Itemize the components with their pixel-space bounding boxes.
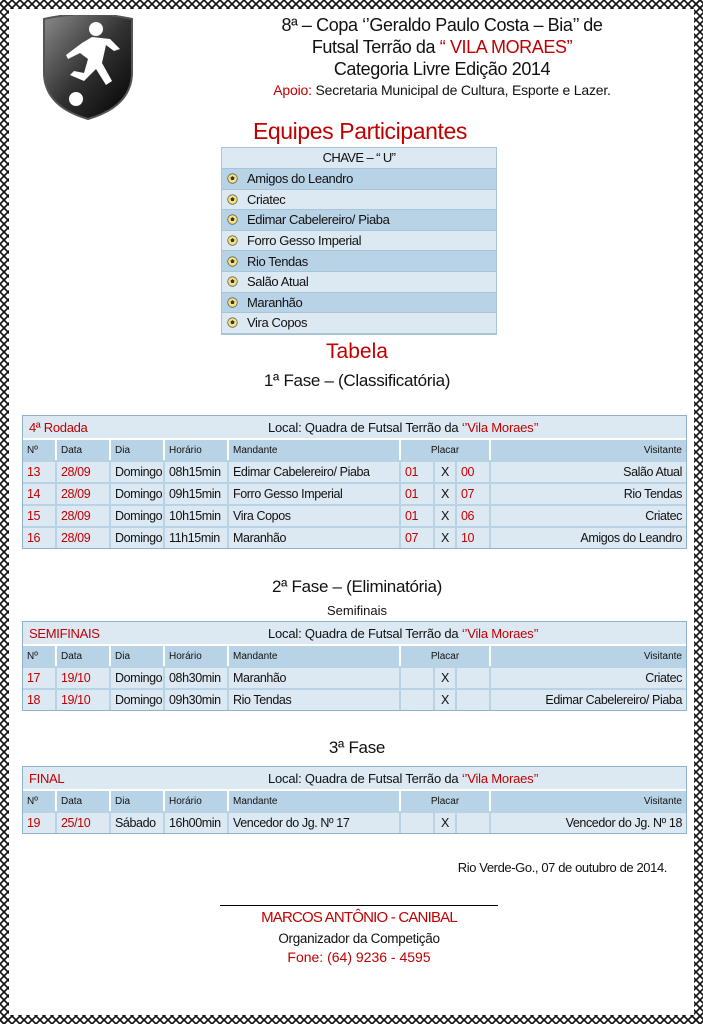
away-score: 07 (457, 484, 491, 504)
home-team: Rio Tendas (229, 690, 401, 710)
away-score: 00 (457, 462, 491, 482)
semifinals-table (22, 621, 687, 711)
away-team: Amigos do Leandro (491, 528, 686, 548)
away-team: Criatec (491, 668, 686, 688)
team-row (222, 293, 496, 313)
match-number: 18 (23, 690, 57, 710)
match-row (23, 506, 686, 526)
col-placar: Placar (401, 440, 491, 460)
match-date: 28/09 (57, 528, 111, 548)
col-placar: Placar (401, 791, 491, 811)
home-score: 01 (401, 484, 435, 504)
soccer-ball-icon (227, 235, 238, 246)
table-title-bar (23, 767, 686, 791)
semifinals-label: Semifinais (327, 603, 387, 618)
match-date: 19/10 (57, 668, 111, 688)
team-name: Amigos do Leandro (247, 171, 353, 187)
title-line-2-text: Futsal Terrão da (311, 37, 440, 57)
col-dia: Dia (111, 791, 165, 811)
organizer-name: MARCOS ANTÔNIO - CANIBAL (261, 909, 457, 926)
col-data: Data (57, 791, 111, 811)
score-separator: X (435, 813, 457, 833)
title-line-3: Categoria Livre Edição 2014 (333, 59, 551, 79)
home-team: Maranhão (229, 528, 401, 548)
final-table (22, 766, 687, 834)
match-date: 19/10 (57, 690, 111, 710)
col-dia: Dia (111, 440, 165, 460)
away-score (457, 668, 491, 688)
home-team: Edimar Cabelereiro/ Piaba (229, 462, 401, 482)
score-separator: X (435, 528, 457, 548)
away-team: Criatec (491, 506, 686, 526)
col-mandante: Mandante (229, 440, 401, 460)
col-horario: Horário (165, 791, 229, 811)
local-text: Local: Quadra de Futsal Terrão da (268, 770, 462, 786)
match-number: 15 (23, 506, 57, 526)
local-label (249, 626, 686, 641)
match-number: 13 (23, 462, 57, 482)
local-place: ‘’Vila Moraes’’ (461, 625, 539, 641)
local-text: Local: Quadra de Futsal Terrão da (268, 625, 462, 641)
match-number: 14 (23, 484, 57, 504)
team-name: Vira Copos (247, 315, 308, 331)
score-separator: X (435, 690, 457, 710)
match-date: 28/09 (57, 484, 111, 504)
local-place: ‘’Vila Moraes’’ (461, 770, 539, 786)
team-row (222, 210, 496, 230)
team-name: Edimar Cabelereiro/ Piaba (247, 212, 390, 228)
col-n: Nº (23, 791, 57, 811)
soccer-ball-icon (227, 276, 238, 287)
away-score (457, 690, 491, 710)
team-name: Forro Gesso Imperial (247, 233, 362, 249)
local-label (249, 420, 686, 435)
teams-table (221, 147, 497, 335)
organizer-phone: Fone: (64) 9236 - 4595 (287, 949, 431, 965)
match-row (23, 813, 686, 833)
away-team: Edimar Cabelereiro/ Piaba (491, 690, 686, 710)
match-day: Domingo (111, 484, 165, 504)
score-separator: X (435, 484, 457, 504)
team-name: Rio Tendas (247, 253, 308, 269)
away-score: 10 (457, 528, 491, 548)
header (200, 14, 684, 100)
round4-table (22, 415, 687, 549)
round-label: 4ª Rodada (29, 419, 88, 435)
home-score (401, 813, 435, 833)
support-text: Secretaria Municipal de Cultura, Esporte e Lazer. (311, 82, 611, 98)
match-row (23, 668, 686, 688)
match-time: 09h30min (165, 690, 229, 710)
match-day: Domingo (111, 462, 165, 482)
home-team: Vencedor do Jg. Nº 17 (229, 813, 401, 833)
col-dia: Dia (111, 646, 165, 666)
col-horario: Horário (165, 440, 229, 460)
local-label (249, 771, 686, 786)
match-time: 11h15min (165, 528, 229, 548)
round-label: FINAL (29, 770, 65, 786)
match-row (23, 484, 686, 504)
match-number: 16 (23, 528, 57, 548)
home-team: Forro Gesso Imperial (229, 484, 401, 504)
col-mandante: Mandante (229, 646, 401, 666)
signature-line (220, 905, 498, 906)
support-label: Apoio: (273, 82, 312, 98)
team-row (222, 272, 496, 292)
away-team: Salão Atual (491, 462, 686, 482)
home-team: Maranhão (229, 668, 401, 688)
title-line-2 (200, 36, 684, 58)
phase2-title: 2ª Fase – (Eliminatória) (271, 577, 443, 596)
city-date: Rio Verde-Go., 07 de outubro de 2014. (457, 860, 667, 875)
local-text: Local: Quadra de Futsal Terrão da (268, 419, 462, 435)
match-row (23, 528, 686, 548)
team-row (222, 169, 496, 189)
column-header-row (23, 646, 686, 666)
column-header-row (23, 791, 686, 811)
match-time: 16h00min (165, 813, 229, 833)
home-score: 07 (401, 528, 435, 548)
team-row (222, 190, 496, 210)
home-team: Vira Copos (229, 506, 401, 526)
team-shield-logo-icon (40, 15, 136, 121)
tabela-title: Tabela (326, 340, 388, 363)
col-horario: Horário (165, 646, 229, 666)
organizer-role: Organizador da Competição (278, 931, 440, 946)
score-separator: X (435, 506, 457, 526)
col-data: Data (57, 646, 111, 666)
group-header: CHAVE – “ U” (222, 148, 496, 168)
col-data: Data (57, 440, 111, 460)
match-day: Sábado (111, 813, 165, 833)
home-score: 01 (401, 462, 435, 482)
match-day: Domingo (111, 528, 165, 548)
away-score (457, 813, 491, 833)
title-line-1: 8ª – Copa ‘’Geraldo Paulo Costa – Bia’’ de (281, 15, 603, 35)
score-separator: X (435, 462, 457, 482)
phase3-title: 3ª Fase (328, 738, 386, 757)
soccer-ball-icon (227, 317, 238, 328)
home-score (401, 668, 435, 688)
team-row (222, 251, 496, 271)
soccer-ball-icon (227, 194, 238, 205)
team-row (222, 313, 496, 333)
soccer-ball-icon (227, 214, 238, 225)
match-row (23, 690, 686, 710)
teams-title: Equipes Participantes (252, 118, 468, 144)
match-date: 28/09 (57, 462, 111, 482)
match-number: 17 (23, 668, 57, 688)
col-n: Nº (23, 646, 57, 666)
round-label: SEMIFINAIS (29, 625, 100, 641)
phase1-title: 1ª Fase – (Classificatória) (263, 371, 451, 390)
table-title-bar (23, 416, 686, 440)
col-visitante: Visitante (643, 795, 682, 807)
col-mandante: Mandante (229, 791, 401, 811)
soccer-ball-icon (227, 297, 238, 308)
match-day: Domingo (111, 690, 165, 710)
home-score: 01 (401, 506, 435, 526)
local-place: ‘’Vila Moraes’’ (461, 419, 539, 435)
column-header-row (23, 440, 686, 460)
away-team: Rio Tendas (491, 484, 686, 504)
match-day: Domingo (111, 506, 165, 526)
match-date: 28/09 (57, 506, 111, 526)
match-time: 08h30min (165, 668, 229, 688)
match-date: 25/10 (57, 813, 111, 833)
col-placar: Placar (401, 646, 491, 666)
soccer-ball-icon (227, 173, 238, 184)
team-name: Criatec (247, 191, 286, 207)
team-row (222, 231, 496, 251)
match-time: 10h15min (165, 506, 229, 526)
title-line-2-highlight: “ VILA MORAES” (439, 37, 573, 57)
team-name: Maranhão (247, 294, 303, 310)
col-visitante: Visitante (643, 650, 682, 662)
table-title-bar (23, 622, 686, 646)
soccer-ball-icon (227, 256, 238, 267)
away-team: Vencedor do Jg. Nº 18 (491, 813, 686, 833)
away-score: 06 (457, 506, 491, 526)
home-score (401, 690, 435, 710)
score-separator: X (435, 668, 457, 688)
col-n: Nº (23, 440, 57, 460)
support-line (200, 80, 684, 100)
team-name: Salão Atual (247, 274, 309, 290)
match-number: 19 (23, 813, 57, 833)
match-time: 08h15min (165, 462, 229, 482)
col-visitante: Visitante (643, 444, 682, 456)
match-time: 09h15min (165, 484, 229, 504)
match-day: Domingo (111, 668, 165, 688)
match-row (23, 462, 686, 482)
